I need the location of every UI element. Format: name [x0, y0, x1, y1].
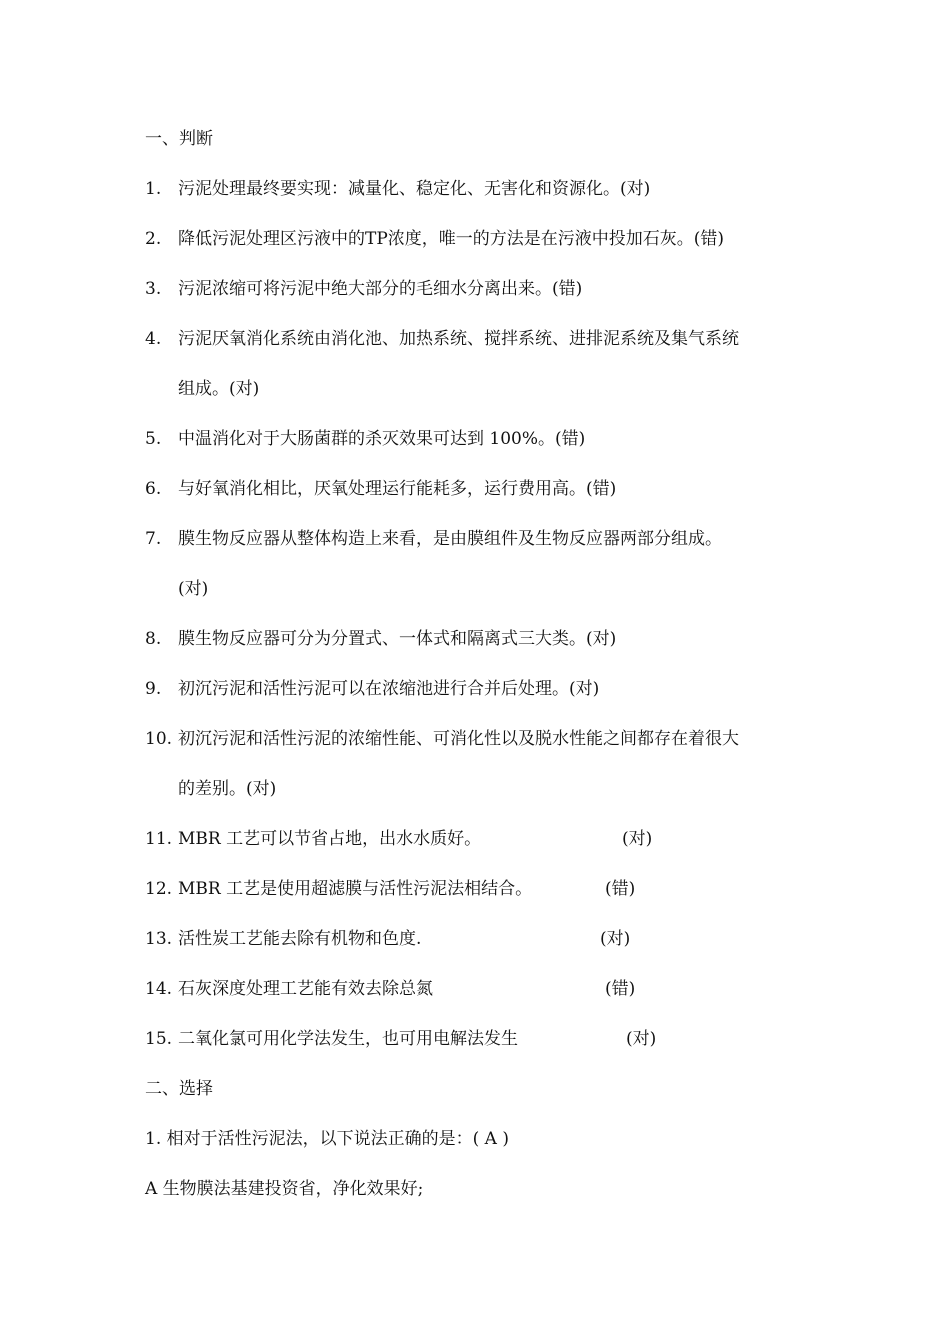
item-text: MBR 工艺是使用超滤膜与活性污泥法相结合。: [178, 879, 533, 899]
item-text: 膜生物反应器可分为分置式、一体式和隔离式三大类。(对): [178, 629, 617, 649]
item-answer: (对): [626, 1029, 657, 1049]
item-number: 14.: [145, 979, 173, 999]
item-number: 11.: [145, 829, 173, 849]
list-item: [0, 728, 950, 750]
item-text: 初沉污泥和活性污泥的浓缩性能、可消化性以及脱水性能之间都存在着很大: [178, 729, 739, 749]
item-text: 膜生物反应器从整体构造上来看，是由膜组件及生物反应器两部分组成。: [178, 529, 722, 549]
item-text: 中温消化对于大肠菌群的杀灭效果可达到 100%。(错): [178, 429, 586, 449]
item-answer: (对): [622, 829, 653, 849]
list-item: [0, 928, 950, 950]
item-answer: (错): [605, 879, 636, 899]
choice-question: 1. 相对于活性污泥法，以下说法正确的是：( A ): [145, 1129, 509, 1149]
list-item: [0, 1028, 950, 1050]
item-text: 初沉污泥和活性污泥可以在浓缩池进行合并后处理。(对): [178, 679, 600, 699]
item-number: 3.: [145, 279, 162, 299]
item-number: 10.: [145, 729, 173, 749]
list-item: [0, 478, 950, 500]
list-item: [0, 328, 950, 350]
item-answer: (对): [600, 929, 631, 949]
list-item: [0, 878, 950, 900]
item-number: 7.: [145, 529, 162, 549]
section-title-choice: 二、选择: [145, 1079, 213, 1099]
item-text: 污泥厌氧消化系统由消化池、加热系统、搅拌系统、进排泥系统及集气系统: [178, 329, 739, 349]
item-text-continuation: (对): [178, 579, 209, 599]
list-item: [0, 428, 950, 450]
item-number: 6.: [145, 479, 162, 499]
list-item: [0, 978, 950, 1000]
item-answer: (错): [605, 979, 636, 999]
list-item: [0, 678, 950, 700]
item-text: 与好氧消化相比，厌氧处理运行能耗多，运行费用高。(错): [178, 479, 617, 499]
item-text: 污泥浓缩可将污泥中绝大部分的毛细水分离出来。(错): [178, 279, 583, 299]
list-item: [0, 528, 950, 550]
list-item: [0, 628, 950, 650]
item-number: 8.: [145, 629, 162, 649]
list-item: [0, 178, 950, 200]
item-number: 12.: [145, 879, 173, 899]
item-text: 活性炭工艺能去除有机物和色度.: [178, 929, 422, 949]
item-text: 二氧化氯可用化学法发生，也可用电解法发生: [178, 1029, 518, 1049]
item-text: 污泥处理最终要实现：减量化、稳定化、无害化和资源化。(对): [178, 179, 651, 199]
list-item: [0, 278, 950, 300]
item-text-continuation: 的差别。(对): [178, 779, 277, 799]
item-number: 1.: [145, 179, 162, 199]
item-text: MBR 工艺可以节省占地，出水水质好。: [178, 829, 482, 849]
item-text-continuation: 组成。(对): [178, 379, 260, 399]
item-number: 4.: [145, 329, 162, 349]
item-number: 5.: [145, 429, 162, 449]
item-number: 9.: [145, 679, 162, 699]
item-text: 石灰深度处理工艺能有效去除总氮: [178, 979, 433, 999]
list-item: [0, 828, 950, 850]
section-title-judgement: 一、判断: [145, 129, 213, 149]
item-number: 15.: [145, 1029, 173, 1049]
item-number: 13.: [145, 929, 173, 949]
item-number: 2.: [145, 229, 162, 249]
item-text: 降低污泥处理区污液中的TP浓度，唯一的方法是在污液中投加石灰。(错): [178, 229, 725, 249]
choice-option-a: A 生物膜法基建投资省，净化效果好;: [145, 1179, 424, 1199]
list-item: [0, 228, 950, 250]
